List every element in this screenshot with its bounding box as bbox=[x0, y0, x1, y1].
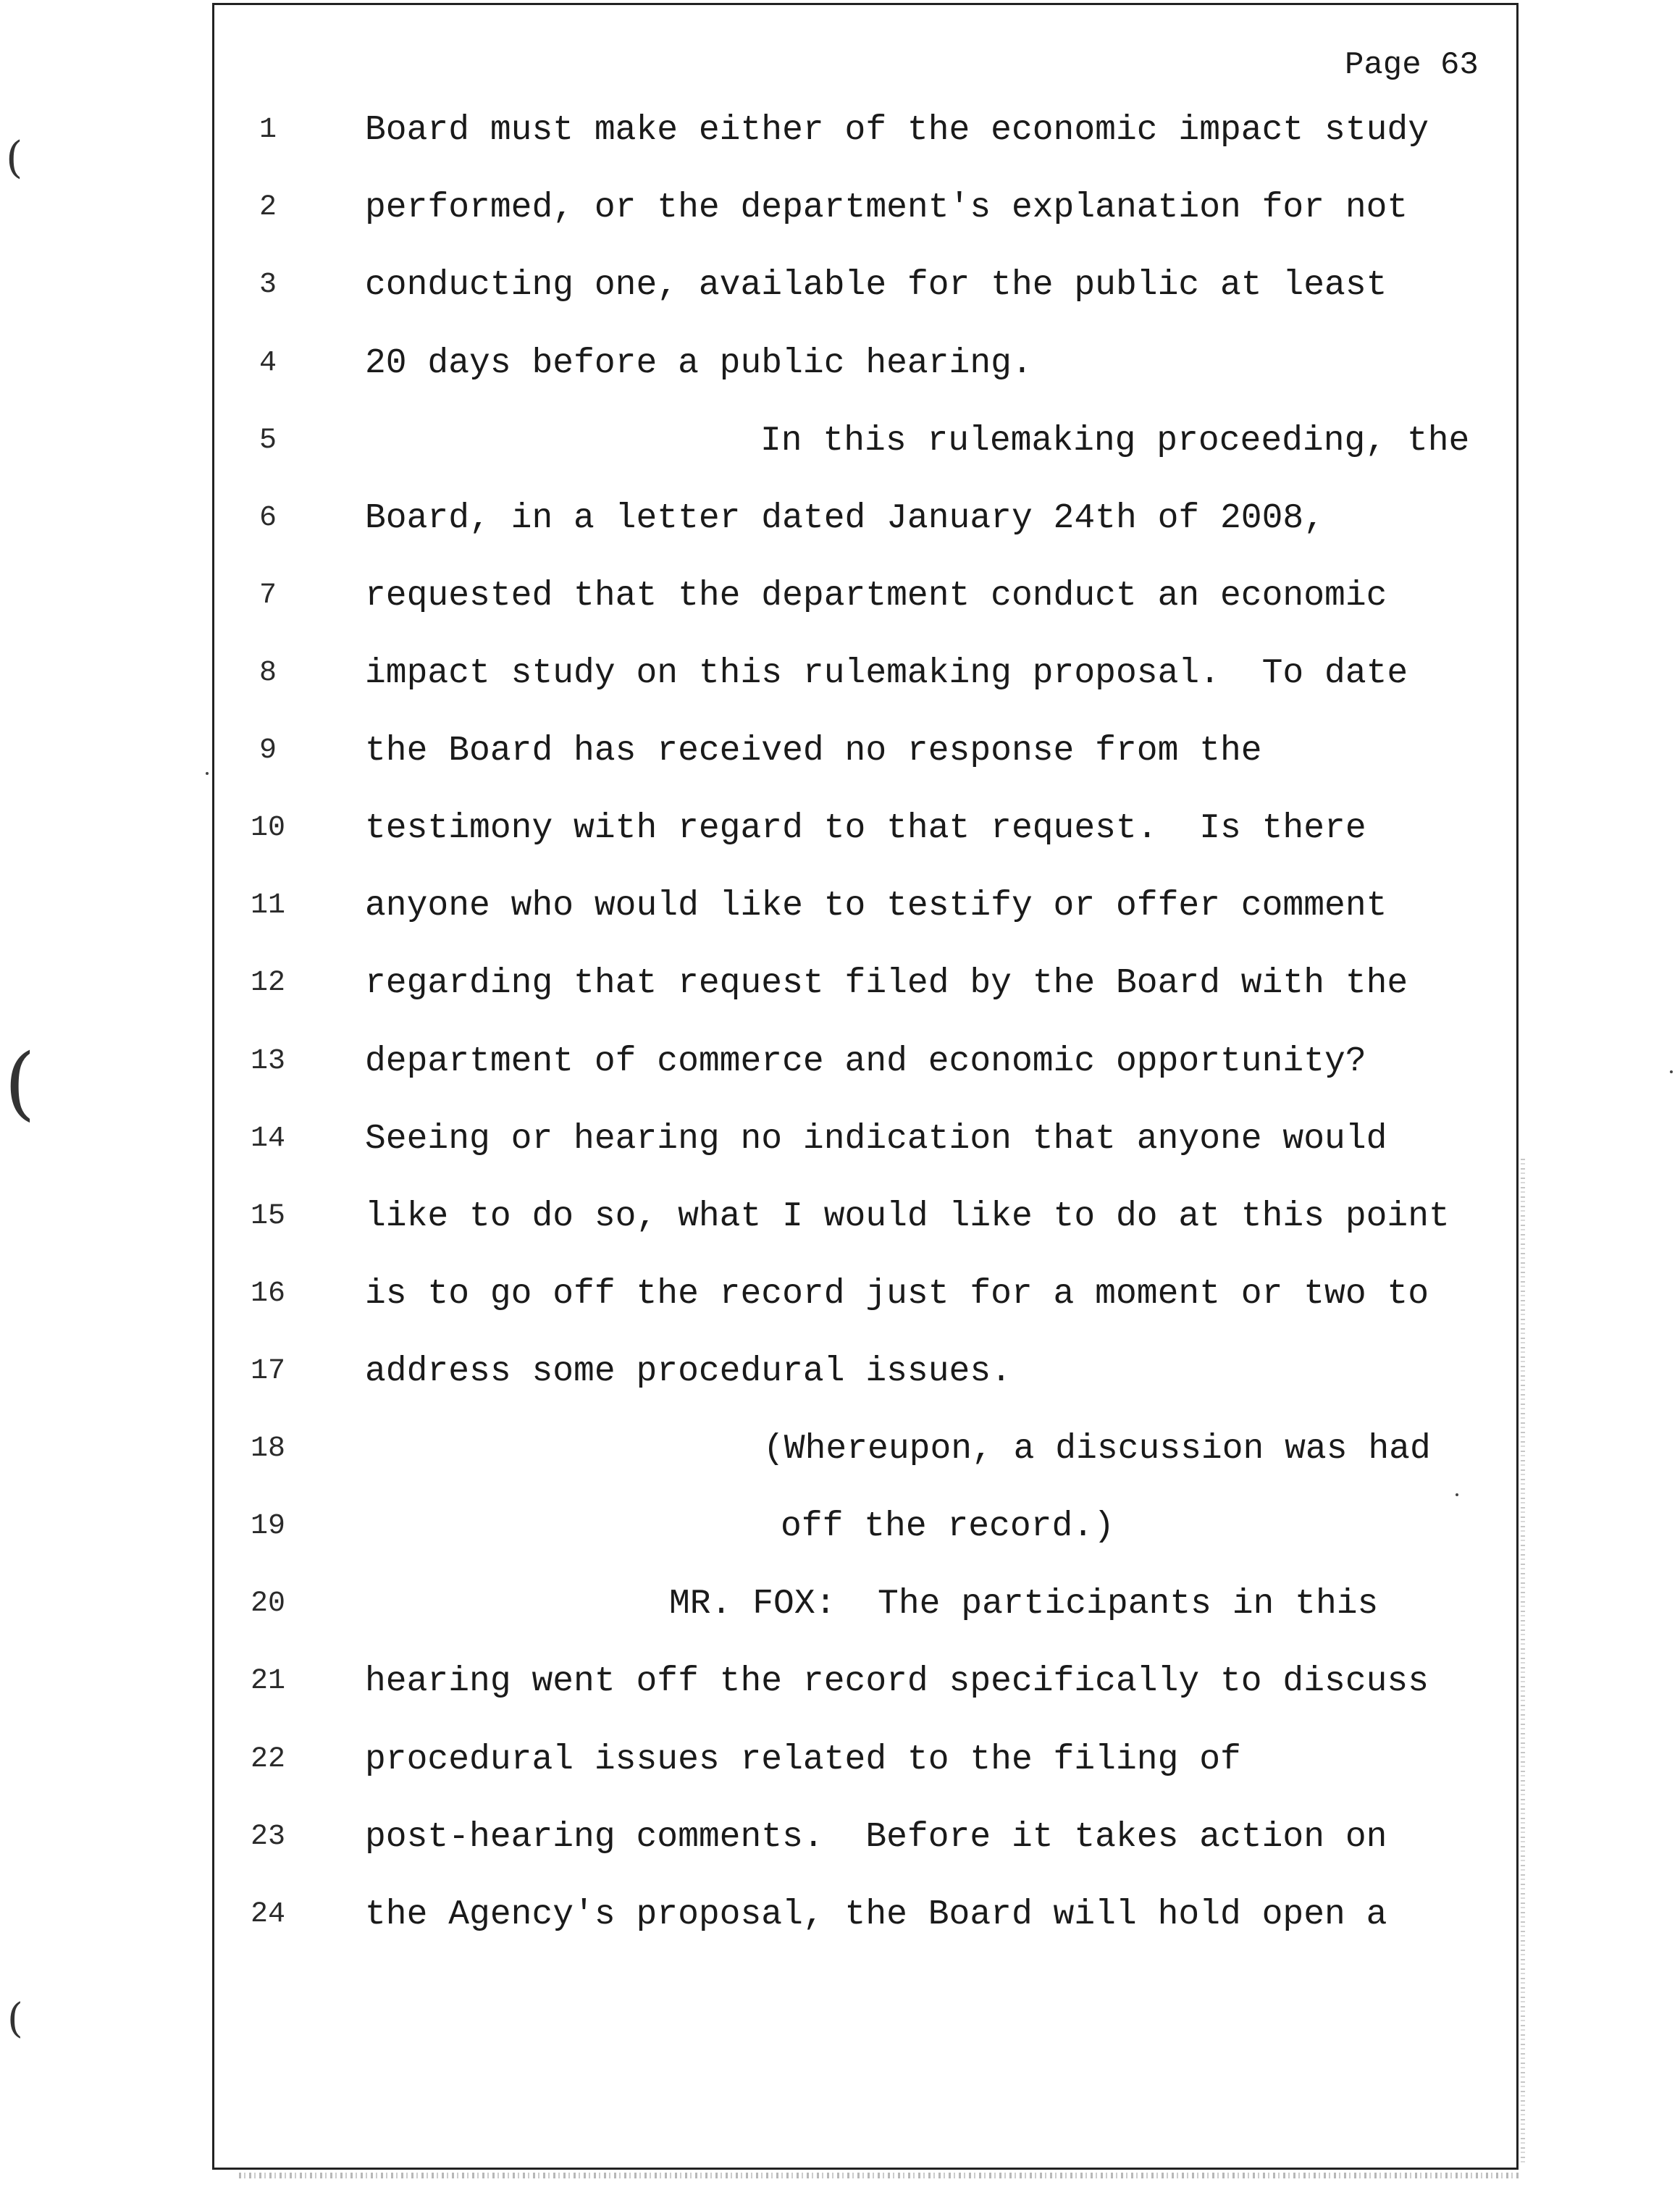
page-number: Page 63 bbox=[1345, 47, 1479, 83]
line-text: post-hearing comments. Before it takes action on bbox=[365, 1818, 1387, 1857]
scan-edge-bottom bbox=[239, 2173, 1521, 2178]
line-text: MR. FOX: The participants in this bbox=[669, 1585, 1379, 1624]
line-number: 20 bbox=[250, 1587, 285, 1620]
margin-dot bbox=[1670, 1070, 1673, 1073]
line-number: 4 bbox=[259, 347, 277, 379]
line-number: 15 bbox=[250, 1200, 285, 1233]
line-text: conducting one, available for the public at least bbox=[365, 266, 1387, 305]
line-text: off the record.) bbox=[781, 1507, 1114, 1546]
line-number: 13 bbox=[250, 1045, 285, 1078]
line-number: 11 bbox=[250, 889, 285, 922]
line-text: testimony with regard to that request. Is there bbox=[365, 809, 1366, 848]
transcript-line bbox=[0, 1036, 1666, 1129]
transcript-line bbox=[0, 1818, 1666, 1897]
line-text: the Agency's proposal, the Board will hold open a bbox=[365, 1895, 1387, 1934]
line-number: 23 bbox=[250, 1821, 285, 1853]
line-text: (Whereupon, a discussion was had bbox=[763, 1430, 1431, 1469]
line-text: impact study on this rulemaking proposal. To date bbox=[365, 654, 1408, 693]
transcript-line bbox=[0, 577, 1666, 655]
line-text: Board must make either of the economic impact study bbox=[365, 111, 1429, 150]
line-text: hearing went off the record specifically to discuss bbox=[365, 1662, 1429, 1701]
transcript-line bbox=[0, 1198, 1666, 1276]
line-number: 6 bbox=[259, 502, 277, 534]
transcript-line bbox=[0, 1508, 1666, 1586]
transcript-line bbox=[0, 1896, 1666, 1974]
line-text: procedural issues related to the filing of bbox=[365, 1740, 1241, 1779]
line-text: address some procedural issues. bbox=[365, 1352, 1012, 1391]
transcript-line bbox=[0, 1430, 1666, 1509]
line-number: 16 bbox=[250, 1278, 285, 1310]
transcript-line bbox=[0, 189, 1666, 267]
line-number: 8 bbox=[259, 657, 277, 689]
line-text: Board, in a letter dated January 24th of 2008, bbox=[365, 499, 1325, 538]
line-text: like to do so, what I would like to do at this point bbox=[365, 1197, 1450, 1236]
line-number: 10 bbox=[250, 812, 285, 844]
line-number: 1 bbox=[259, 114, 277, 146]
line-text: is to go off the record just for a moment or two to bbox=[365, 1275, 1429, 1314]
transcript-line bbox=[0, 1663, 1666, 1741]
transcript-line bbox=[0, 345, 1666, 423]
margin-mark-bottom: ( bbox=[7, 1995, 23, 2042]
line-number: 21 bbox=[250, 1665, 285, 1698]
transcript-line bbox=[0, 1741, 1666, 1819]
line-text: anyone who would like to testify or offer comment bbox=[365, 886, 1387, 926]
margin-mark-middle: ( bbox=[4, 1036, 35, 1129]
line-text: performed, or the department's explanation for not bbox=[365, 188, 1408, 227]
line-number: 5 bbox=[259, 424, 277, 457]
line-number: 19 bbox=[250, 1510, 285, 1543]
transcript-line bbox=[0, 1120, 1666, 1199]
transcript-line bbox=[0, 965, 1666, 1043]
line-number: 18 bbox=[250, 1432, 285, 1465]
line-text: Seeing or hearing no indication that anyone would bbox=[365, 1120, 1387, 1159]
transcript-line bbox=[0, 1353, 1666, 1431]
transcript-line bbox=[0, 732, 1666, 810]
line-text: department of commerce and economic opportunity? bbox=[365, 1042, 1366, 1081]
line-text: 20 days before a public hearing. bbox=[365, 344, 1033, 383]
line-number: 9 bbox=[259, 734, 277, 767]
transcript-line bbox=[0, 655, 1666, 733]
transcript-line bbox=[0, 887, 1666, 965]
line-number: 17 bbox=[250, 1355, 285, 1388]
line-number: 3 bbox=[259, 269, 277, 301]
margin-mark-top: ( bbox=[6, 133, 23, 183]
line-number: 22 bbox=[250, 1743, 285, 1776]
line-number: 24 bbox=[250, 1898, 285, 1931]
line-number: 12 bbox=[250, 967, 285, 999]
line-number: 7 bbox=[259, 579, 277, 612]
line-text: In this rulemaking proceeding, the bbox=[760, 421, 1470, 461]
transcript-line bbox=[0, 1585, 1666, 1664]
line-number: 2 bbox=[259, 191, 277, 224]
line-text: requested that the department conduct an economic bbox=[365, 576, 1387, 616]
line-text: regarding that request filed by the Board with the bbox=[365, 964, 1408, 1003]
transcript-line bbox=[0, 422, 1666, 500]
transcript-line bbox=[0, 500, 1666, 578]
line-text: the Board has received no response from the bbox=[365, 731, 1262, 771]
transcript-line bbox=[0, 112, 1666, 190]
line-number: 14 bbox=[250, 1123, 285, 1155]
transcript-line bbox=[0, 267, 1666, 345]
transcript-line bbox=[0, 1275, 1666, 1354]
transcript-line bbox=[0, 810, 1666, 888]
